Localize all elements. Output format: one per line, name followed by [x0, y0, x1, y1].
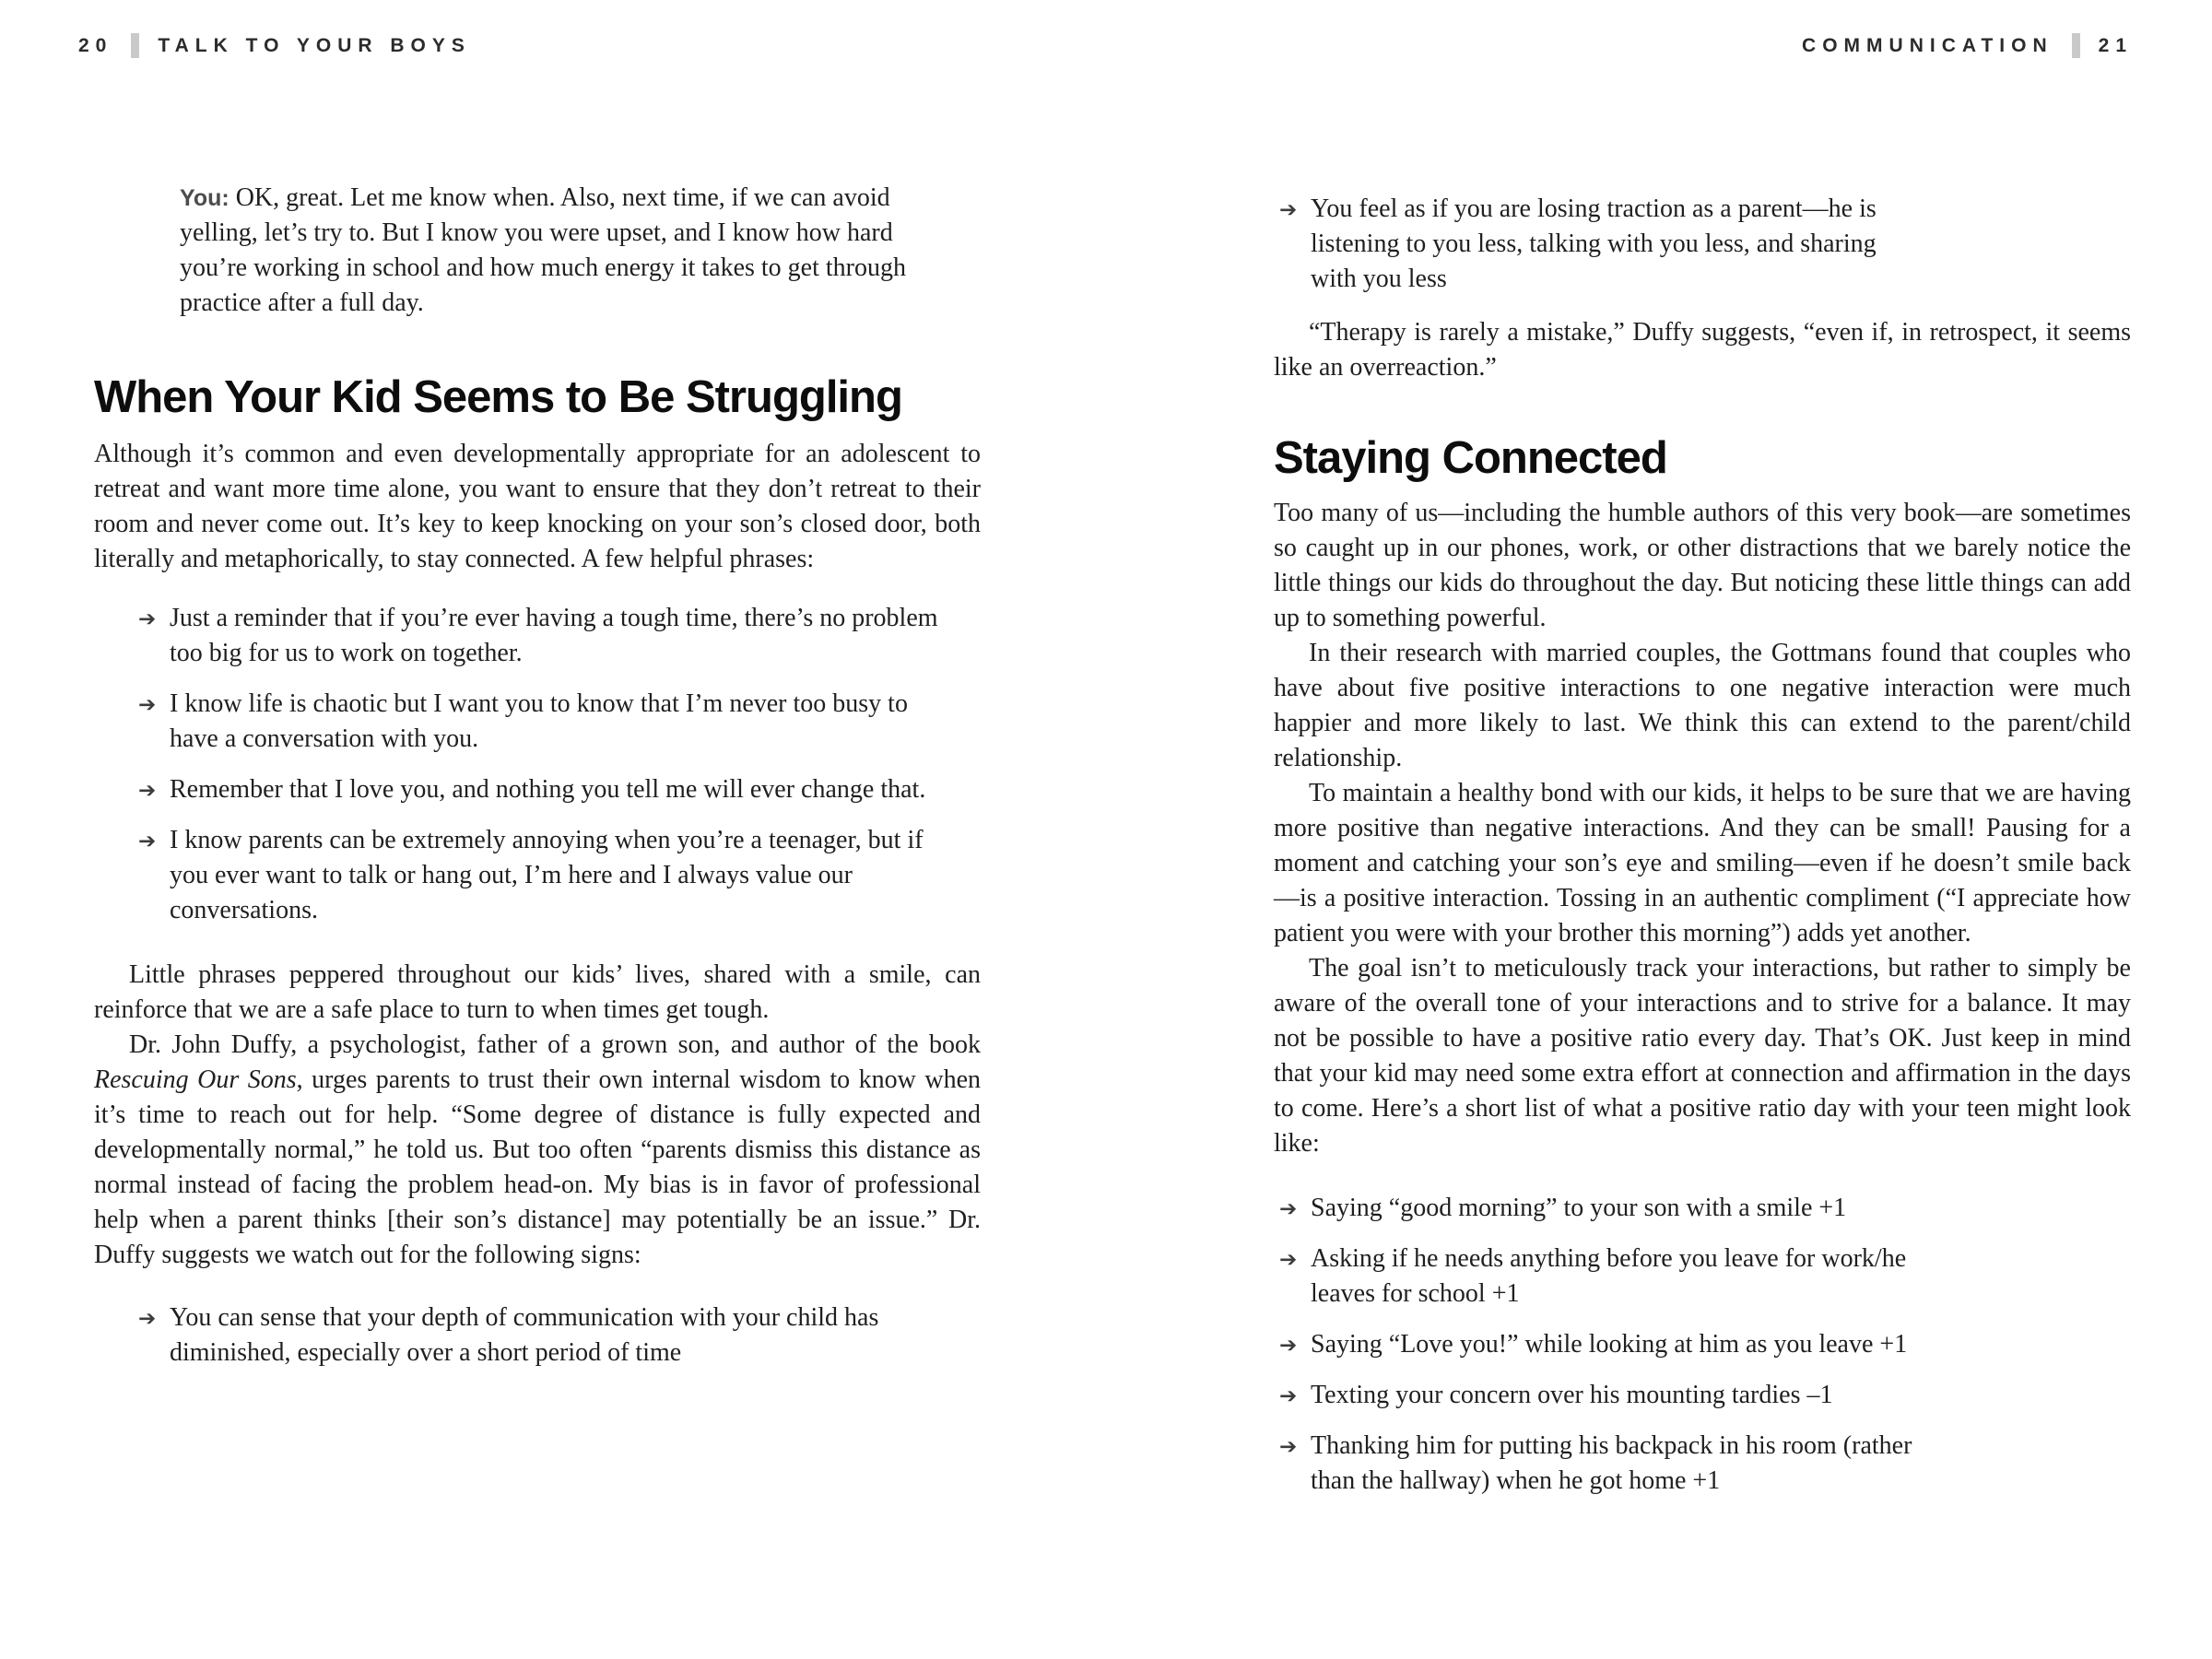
- staying-connected-paragraph-1: Too many of us—including the humble authors of this very book—are sometimes so caught up in our phones, work, or other distractions that we barely notice the little things our kids do throughout the day. But noticing these little things can add up to something powerful.: [1274, 499, 2131, 632]
- arrow-bullet-icon: ➔: [1279, 1248, 1298, 1272]
- arrow-bullet-icon: ➔: [138, 693, 157, 717]
- arrow-bullet-icon: ➔: [1279, 198, 1298, 222]
- duffy-paragraph-after: , urges parents to trust their own internal wisdom to know when it’s time to reach out for help. “Some degree of distance is fully expected and developmentally normal,” he told us. But too often “parents dismiss this distance as normal instead of facing the problem head-on. My bias is in favor of professional help when a parent thinks [their son’s distance] may potentially be an issue.” Dr. Duffy suggests we watch out for the following signs:: [94, 1065, 981, 1269]
- arrow-bullet-icon: ➔: [138, 830, 157, 853]
- list-item-text: Saying “good morning” to your son with a smile +1: [1311, 1194, 1847, 1222]
- list-item-text: Remember that I love you, and nothing you tell me will ever change that.: [170, 775, 926, 804]
- running-title-right: COMMUNICATION: [1802, 34, 2053, 56]
- list-item: [138, 687, 942, 757]
- list-item: [1279, 1191, 1930, 1226]
- left-page-column: [94, 181, 981, 1371]
- arrow-bullet-icon: ➔: [1279, 1334, 1298, 1358]
- helpful-phrases-list: [138, 601, 942, 928]
- warning-signs-list: [138, 1300, 942, 1371]
- arrow-bullet-icon: ➔: [138, 1307, 157, 1331]
- running-title-left: TALK TO YOUR BOYS: [158, 34, 471, 56]
- positive-ratio-list: [1279, 1191, 1930, 1499]
- list-item-text: Asking if he needs anything before you leave for work/he leaves for school +1: [1311, 1244, 1907, 1308]
- list-item-text: I know life is chaotic but I want you to know that I’m never too busy to have a conversation with you.: [170, 689, 908, 753]
- list-item: [1279, 1327, 1930, 1362]
- header-divider: [2072, 33, 2080, 58]
- list-item: [138, 772, 942, 807]
- arrow-bullet-icon: ➔: [138, 779, 157, 803]
- list-item-text: Saying “Love you!” while looking at him as you leave +1: [1311, 1330, 1908, 1359]
- staying-connected-paragraph-3: To maintain a healthy bond with our kids, it helps to be sure that we are having more positive than negative interactions. And they can be small! Pausing for a moment and catching your son’s eye and smiling—even if he doesn’t smile back—is a positive interaction. Tossing in an authentic compliment (“I appreciate how patient you were with your brother this morning”) adds yet another.: [1274, 779, 2131, 947]
- little-phrases-paragraph: Little phrases peppered throughout our kids’ lives, shared with a smile, can reinforce that we are a safe place to turn to when times get tough.: [94, 960, 981, 1024]
- running-header-left: [78, 33, 471, 58]
- staying-connected-paragraph-4: The goal isn’t to meticulously track your interactions, but rather to simply be aware of the overall tone of your interactions and to strive for a balance. It may not be possible to have a positive ratio every day. That’s OK. Just keep in mind that your kid may need some extra effort at connection and affirmation in the days to come. Here’s a short list of what a positive ratio day with your teen might look like:: [1274, 954, 2131, 1158]
- section-heading-staying-connected: Staying Connected: [1274, 433, 1667, 483]
- page-number-right: 21: [2098, 34, 2133, 56]
- arrow-bullet-icon: ➔: [1279, 1197, 1298, 1221]
- right-page-column: [1274, 181, 2131, 1499]
- staying-connected-paragraph-2: In their research with married couples, the Gottmans found that couples who have about five positive interactions to one negative interaction were much happier and more likely to last. We think this can extend to the parent/child relationship.: [1274, 639, 2131, 772]
- book-title-rescuing-our-sons: Rescuing Our Sons: [94, 1065, 297, 1094]
- therapy-paragraph: “Therapy is rarely a mistake,” Duffy suggests, “even if, in retrospect, it seems like an overreaction.”: [1274, 318, 2131, 382]
- list-item: [1279, 192, 1924, 297]
- list-item-text: I know parents can be extremely annoying when you’re a teenager, but if you ever want to talk or hang out, I’m here and I always value our conversations.: [170, 826, 924, 924]
- list-item: [138, 823, 942, 928]
- dialogue-speaker-label: You:: [180, 185, 229, 211]
- running-header-right: [1802, 33, 2133, 58]
- section-heading-struggling: When Your Kid Seems to Be Struggling: [94, 372, 902, 422]
- arrow-bullet-icon: ➔: [1279, 1384, 1298, 1408]
- arrow-bullet-icon: ➔: [138, 607, 157, 631]
- list-item: [1279, 1241, 1930, 1312]
- arrow-bullet-icon: ➔: [1279, 1435, 1298, 1459]
- list-item: [1279, 1378, 1930, 1413]
- duffy-paragraph-before: Dr. John Duffy, a psychologist, father of a grown son, and author of the book: [129, 1030, 981, 1059]
- page-number-left: 20: [78, 34, 113, 56]
- list-item: [138, 601, 942, 671]
- header-divider: [131, 33, 139, 58]
- list-item-text: Thanking him for putting his backpack in his room (rather than the hallway) when he got home +1: [1311, 1431, 1912, 1495]
- list-item: [138, 1300, 942, 1371]
- list-item-text: You can sense that your depth of communication with your child has diminished, especially over a short period of time: [170, 1303, 879, 1367]
- dialogue-text: OK, great. Let me know when. Also, next time, if we can avoid yelling, let’s try to. But I know you were upset, and I know how hard you’re working in school and how much energy it takes to get through practice after a full day.: [180, 183, 906, 317]
- list-item-text: Texting your concern over his mounting tardies –1: [1311, 1381, 1833, 1409]
- list-item-text: You feel as if you are losing traction as a parent—he is listening to you less, talking with you less, and sharing with you less: [1311, 194, 1877, 293]
- intro-paragraph: Although it’s common and even developmentally appropriate for an adolescent to retreat and want more time alone, you want to ensure that they don’t retreat to their room and never come out. It’s key to keep knocking on your son’s closed door, both literally and metaphorically, to stay connected. A few helpful phrases:: [94, 440, 981, 573]
- warning-signs-list-continued: [1279, 192, 1924, 297]
- duffy-paragraph: [94, 1028, 981, 1273]
- list-item: [1279, 1429, 1930, 1499]
- list-item-text: Just a reminder that if you’re ever having a tough time, there’s no problem too big for us to work on together.: [170, 604, 938, 667]
- dialogue-paragraph: [180, 181, 928, 321]
